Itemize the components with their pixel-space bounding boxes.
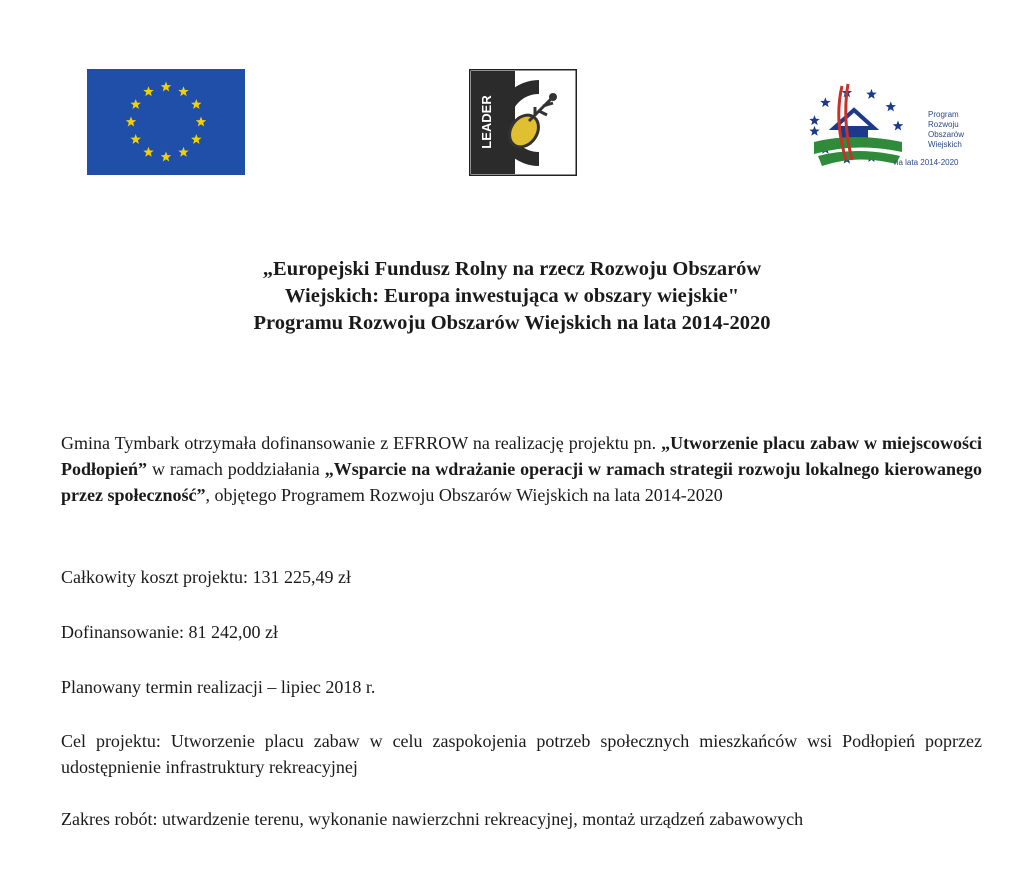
subaction-name: „Wsparcie na wdrażanie operacji w ramach strategii rozwoju lokalnego kierowanego przez społeczność” [61, 459, 982, 505]
prow-line: Rozwoju [928, 120, 959, 129]
prow-line: Obszarów [928, 130, 965, 139]
prow-line: Program [928, 110, 959, 119]
realization-term: Planowany termin realizacji – lipiec 2018 r. [61, 677, 376, 697]
intro-text-2: w ramach poddziałania [147, 459, 325, 479]
title-line-3: Programu Rozwoju Obszarów Wiejskich na lata 2014-2020 [253, 312, 771, 334]
work-scope: Zakres robót: utwardzenie terenu, wykonanie nawierzchni rekreacyjnej, montaż urządzeń zabawowych [61, 809, 804, 829]
prow-star [866, 89, 876, 99]
prow-star [820, 97, 830, 107]
project-name: „Utworzenie placu zabaw w miejscowości Podłopień” [61, 433, 982, 479]
prow-logo-text [928, 110, 964, 150]
total-cost: Całkowity koszt projektu: 131 225,49 zł [61, 567, 351, 587]
prow-star [886, 101, 896, 111]
project-goal: Cel projektu: Utworzenie placu zabaw w celu zaspokojenia potrzeb społecznych mieszkańców wsi Podłopień poprzez udostępnienie infrastruktury rekreacyjnej [61, 731, 982, 777]
leader-logo [469, 69, 577, 176]
document-title [100, 256, 924, 337]
intro-text-3: , objętego Programem Rozwoju Obszarów Wiejskich na lata 2014-2020 [205, 485, 723, 505]
prow-star [809, 126, 819, 136]
prow-line: Wiejskich [928, 140, 962, 149]
leader-logo-text: LEADER [479, 95, 494, 149]
prow-star [893, 121, 903, 131]
prow-star [809, 115, 819, 125]
intro-text-1: Gmina Tymbark otrzymała dofinansowanie z EFRROW na realizację projektu pn. [61, 433, 662, 453]
intro-paragraph [61, 430, 982, 508]
prow-years: na lata 2014-2020 [894, 158, 959, 167]
title-line-1: „Europejski Fundusz Rolny na rzecz Rozwoju Obszarów [262, 258, 762, 280]
funding-amount: Dofinansowanie: 81 242,00 zł [61, 622, 278, 642]
title-line-2: Wiejskich: Europa inwestująca w obszary wiejskie" [284, 285, 740, 307]
eu-flag-logo [87, 69, 245, 175]
